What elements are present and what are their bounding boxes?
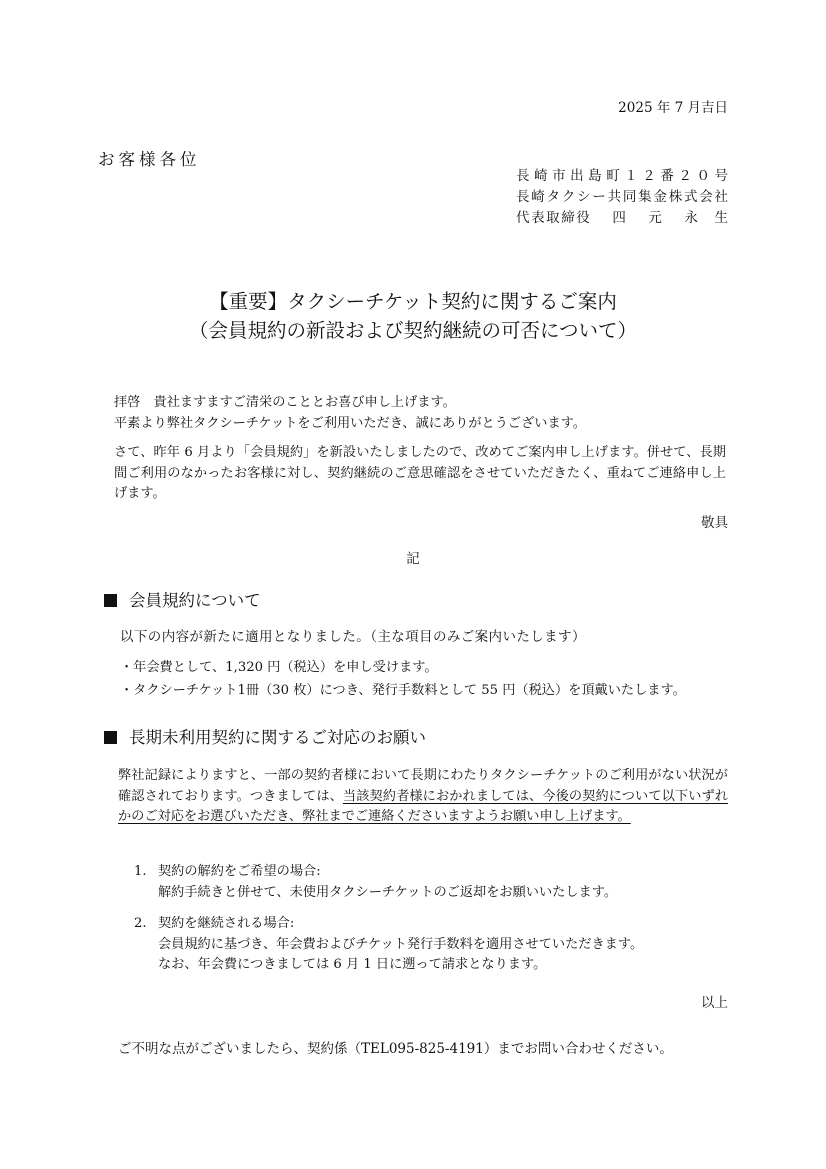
square-bullet-icon bbox=[104, 731, 117, 744]
section-1-title: 会員規約について bbox=[129, 591, 261, 610]
section-2-underlined-text: 当該契約者様におかれましては、今後の契約について以下いずれかのご対応をお選びいただき、弊社までご連絡くださいますようお願い申し上げます。 bbox=[118, 788, 728, 824]
item-detail: 会員規約に基づき、年会費およびチケット発行手数料を適用させていただきます。 bbox=[158, 936, 644, 952]
item-number: 1. bbox=[134, 864, 147, 879]
document-date: 2025 年 7 月吉日 bbox=[618, 100, 728, 116]
ki-marker: 記 bbox=[406, 551, 420, 567]
section-1-heading bbox=[104, 587, 261, 611]
contact-line: ご不明な点がございましたら、契約係（TEL095-825-4191）までお問い合わせください。 bbox=[118, 1041, 673, 1057]
item-number: 2. bbox=[134, 916, 147, 931]
closing-ijo: 以上 bbox=[701, 995, 728, 1011]
bullet-item: ・タクシーチケット1冊（30 枚）につき、発行手数料として 55 円（税込）を頂戴いたします。 bbox=[120, 683, 686, 698]
title-line-2: （会員規約の新設および契約継続の可否について） bbox=[188, 319, 638, 342]
numbered-item-1 bbox=[134, 862, 617, 903]
greeting-line-1: 拝啓 貴社ますますご清栄のこととお喜び申し上げます。 bbox=[114, 395, 456, 410]
section-2-text: 弊社記録によりますと、一部の契約者様において長期にわたりタクシーチケットのご利用がない状況が確認されております。つきましては、 bbox=[118, 768, 728, 804]
section-1-intro: 以下の内容が新たに適用となりました。（主な項目のみご案内いたします） bbox=[120, 629, 586, 645]
numbered-item-2 bbox=[134, 914, 643, 976]
document-title bbox=[0, 287, 826, 345]
section-2-paragraph bbox=[118, 766, 728, 828]
item-label: 契約の解約をご希望の場合: bbox=[158, 864, 321, 879]
sender-address: 長 崎 市 出 島 町 １ ２ 番 ２ ０ 号 bbox=[516, 168, 728, 184]
bullet-item: ・年会費として、1,320 円（税込）を申し受けます。 bbox=[120, 660, 438, 675]
section-1-bullets bbox=[120, 656, 686, 702]
recipient: お客様各位 bbox=[98, 150, 201, 169]
greeting-line-2: 平素より弊社タクシーチケットをご利用いただき、誠にありがとうございます。 bbox=[114, 415, 586, 431]
opening-paragraph: さて、昨年 6 月より「会員規約」を新設いたしましたので、改めてご案内申し上げます。併せて、長期間ご利用のなかったお客様に対し、契約継続のご意思確認をさせていただきたく、重ねてご連絡申し上げます。 bbox=[114, 445, 726, 501]
section-2-title: 長期未利用契約に関するご対応のお願い bbox=[129, 728, 426, 747]
item-label: 契約を継続される場合: bbox=[158, 916, 295, 931]
section-2-heading bbox=[104, 724, 426, 748]
item-detail: なお、年会費につきましては 6 月 1 日に遡って請求となります。 bbox=[158, 957, 547, 972]
sender-representative: 代表取締役 四 元 永 生 bbox=[516, 210, 728, 226]
square-bullet-icon bbox=[104, 594, 117, 607]
title-line-1: 【重要】タクシーチケット契約に関するご案内 bbox=[209, 290, 617, 313]
item-detail: 解約手続きと併せて、未使用タクシーチケットのご返却をお願いいたします。 bbox=[158, 884, 618, 900]
greeting bbox=[114, 393, 726, 434]
sender-company: 長崎タクシー共同集金株式会社 bbox=[516, 189, 728, 205]
closing-keigu: 敬具 bbox=[701, 515, 728, 531]
sender-block bbox=[516, 166, 728, 229]
